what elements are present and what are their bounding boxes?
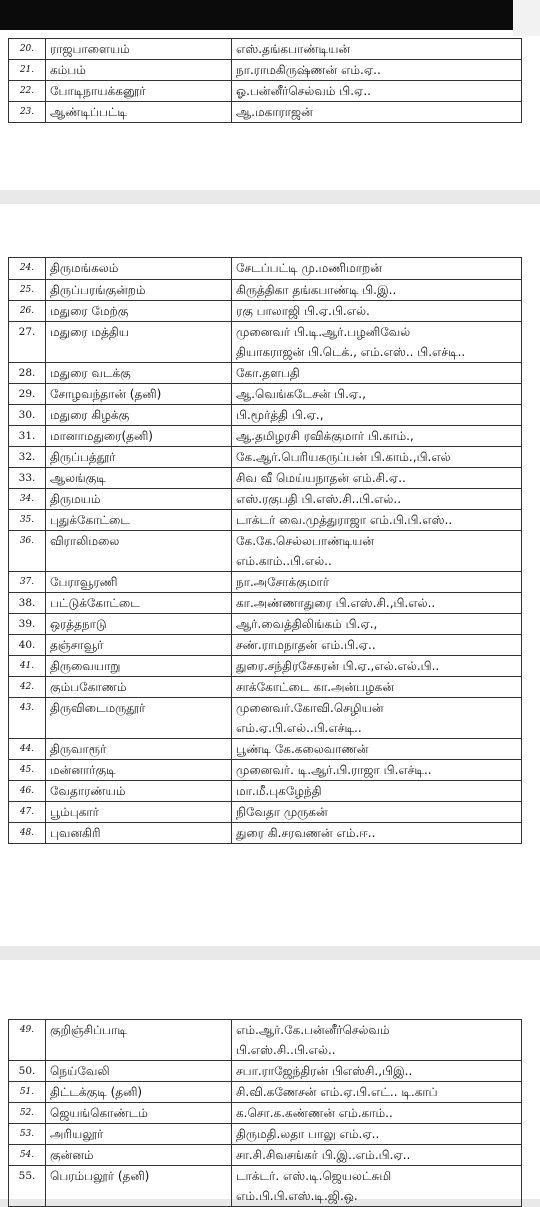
constituency-cell xyxy=(46,322,232,363)
serial-number-cell xyxy=(9,531,46,572)
table-row xyxy=(9,593,522,614)
candidate-cell xyxy=(232,489,522,510)
page-gap xyxy=(0,946,540,960)
constituency-cell xyxy=(46,593,232,614)
candidate-cell xyxy=(232,363,522,384)
constituency-cell xyxy=(46,656,232,677)
candidate-cell xyxy=(232,280,522,301)
constituency-name: கம்பம் xyxy=(50,63,86,77)
constituency-name: அரியலூர் xyxy=(50,1127,104,1141)
candidate-cell xyxy=(232,823,522,844)
table-row xyxy=(9,802,522,823)
candidate-cell xyxy=(232,384,522,405)
serial-number: 36. xyxy=(19,536,35,546)
candidate-cell xyxy=(232,802,522,823)
table-row xyxy=(9,635,522,656)
serial-number-cell xyxy=(9,322,46,363)
candidate-cell xyxy=(232,1124,522,1145)
serial-number-cell xyxy=(9,1082,46,1103)
candidate-name-line: சண்.ராமநாதன் எம்.பி.ஏ.. xyxy=(236,638,376,652)
candidate-name-line: முனைவர்.கோவி.செழியன் xyxy=(236,701,384,715)
constituency-name: திட்டக்குடி (தனி) xyxy=(50,1085,143,1099)
constituency-name: மன்னார்குடி xyxy=(50,763,116,777)
constituency-cell xyxy=(46,60,232,81)
serial-number-cell xyxy=(9,102,46,123)
constituency-cell xyxy=(46,405,232,426)
constituency-name: ஆலங்குடி xyxy=(50,471,106,485)
serial-number: 30. xyxy=(18,409,36,421)
constituency-name: புதுக்கோட்டை xyxy=(50,513,130,527)
candidate-name-line: ஆ.வெங்கடேசன் பி.ஏ., xyxy=(236,387,366,401)
table-row xyxy=(9,1061,522,1082)
candidate-name-line: முனைவர் பி.டி.ஆர்.பழனிவேல் xyxy=(236,325,411,339)
table-row xyxy=(9,81,522,102)
candidate-name-line: திருமதி.லதா பாலு எம்.ஏ.. xyxy=(236,1127,380,1141)
serial-number: 27. xyxy=(18,326,36,338)
constituency-name: ஒரத்தநாடு xyxy=(50,617,107,631)
serial-number: 35. xyxy=(19,515,35,525)
candidate-cell xyxy=(232,593,522,614)
table-row xyxy=(9,823,522,844)
candidate-name-line: டாக்டர் வை.முத்துராஜா எம்.பி.பி.எஸ்.. xyxy=(236,513,453,527)
serial-number: 29. xyxy=(18,388,36,400)
table-row xyxy=(9,301,522,322)
constituency-name: பூம்புகார் xyxy=(50,805,99,819)
candidate-cell xyxy=(232,656,522,677)
constituency-cell xyxy=(46,1103,232,1124)
candidate-cell xyxy=(232,1145,522,1166)
candidate-cell xyxy=(232,739,522,760)
serial-number-cell xyxy=(9,1020,46,1061)
table-row xyxy=(9,1020,522,1061)
table-row xyxy=(9,363,522,384)
candidate-name-line: பி.மூர்த்தி பி.ஏ., xyxy=(236,408,324,422)
serial-number: 39. xyxy=(18,618,36,630)
serial-number-cell xyxy=(9,510,46,531)
constituency-cell xyxy=(46,102,232,123)
constituency-cell xyxy=(46,1082,232,1103)
table-row xyxy=(9,760,522,781)
candidate-name-line: கிருத்திகா தங்கபாண்டி பி.இ.. xyxy=(236,283,397,297)
constituency-cell xyxy=(46,447,232,468)
serial-number-cell xyxy=(9,614,46,635)
candidate-name-line: ஆர்.வைத்திலிங்கம் பி.ஏ., xyxy=(236,617,378,631)
constituency-cell xyxy=(46,739,232,760)
page-2 xyxy=(0,204,540,946)
serial-number-cell xyxy=(9,760,46,781)
serial-number-cell xyxy=(9,739,46,760)
serial-number-cell xyxy=(9,572,46,593)
serial-number: 55. xyxy=(18,1170,36,1182)
constituency-cell xyxy=(46,614,232,635)
candidate-name-line: துரை கி.சரவணன் எம்.ஈ.. xyxy=(236,826,376,840)
serial-number-cell xyxy=(9,656,46,677)
candidate-name-line: எஸ்.தங்கபாண்டியன் xyxy=(236,42,351,56)
table-row xyxy=(9,677,522,698)
constituency-cell xyxy=(46,531,232,572)
candidate-table-page-1 xyxy=(8,38,522,123)
constituency-name: கும்பகோணம் xyxy=(50,680,127,694)
table-row xyxy=(9,489,522,510)
serial-number-cell xyxy=(9,447,46,468)
candidate-name-line: க.சொ.க.கண்ணன் எம்.காம்.. xyxy=(236,1106,393,1120)
constituency-cell xyxy=(46,1124,232,1145)
constituency-name: பட்டுக்கோட்டை xyxy=(50,596,140,610)
table-row xyxy=(9,1145,522,1166)
table-row xyxy=(9,698,522,739)
constituency-cell xyxy=(46,823,232,844)
serial-number: 51. xyxy=(19,1087,35,1097)
constituency-name: திருமங்கலம் xyxy=(50,261,119,275)
top-bar xyxy=(0,0,540,30)
serial-number: 31. xyxy=(18,430,36,442)
candidate-cell xyxy=(232,781,522,802)
candidate-name-line: கோ.தளபதி xyxy=(236,366,300,380)
table-row xyxy=(9,468,522,489)
table-row xyxy=(9,258,522,280)
constituency-cell xyxy=(46,426,232,447)
serial-number: 50. xyxy=(18,1065,36,1077)
serial-number-cell xyxy=(9,426,46,447)
constituency-cell xyxy=(46,363,232,384)
table-row xyxy=(9,1166,522,1207)
candidate-name-line: பூண்டி கே.கலைவாணன் xyxy=(236,742,369,756)
constituency-cell xyxy=(46,1020,232,1061)
constituency-name: ஜெயங்கொண்டம் xyxy=(50,1106,148,1120)
candidate-cell xyxy=(232,1082,522,1103)
serial-number: 44. xyxy=(19,744,35,754)
candidate-name-line: கா.அண்ணாதுரை பி.எஸ்.சி.,பி.எல்.. xyxy=(236,596,436,610)
constituency-cell xyxy=(46,1061,232,1082)
constituency-name: திருமயம் xyxy=(50,492,101,506)
serial-number-cell xyxy=(9,39,46,60)
candidate-name-line: முனைவர். டி.ஆர்.பி.ராஜா பி.எச்டி.. xyxy=(236,763,432,777)
candidate-table-page-2 xyxy=(8,257,522,844)
serial-number-cell xyxy=(9,677,46,698)
constituency-name: திருவையாறு xyxy=(50,659,121,673)
serial-number: 20. xyxy=(19,44,35,54)
serial-number: 43. xyxy=(19,703,35,713)
candidate-cell xyxy=(232,572,522,593)
constituency-name: நெய்வேலி xyxy=(50,1064,110,1078)
candidate-cell xyxy=(232,39,522,60)
constituency-name: மதுரை வடக்கு xyxy=(50,366,131,380)
candidate-cell xyxy=(232,405,522,426)
candidate-name-line: எம்.காம்..பி.எல்.. xyxy=(236,554,332,568)
serial-number: 23. xyxy=(19,107,35,117)
candidate-name-line: எம்.ஏ.பி.எல்..பி.எச்டி.. xyxy=(236,721,362,735)
serial-number: 33. xyxy=(18,472,36,484)
table-row xyxy=(9,102,522,123)
table-row xyxy=(9,39,522,60)
candidate-name-line: சா.சி.சிவசங்கர் பி.இ..எம்.பி.ஏ.. xyxy=(236,1148,411,1162)
table-row xyxy=(9,510,522,531)
candidate-name-line: சாக்கோட்டை கா.அன்பழகன் xyxy=(236,680,394,694)
table-row xyxy=(9,531,522,572)
constituency-cell xyxy=(46,258,232,280)
serial-number-cell xyxy=(9,1166,46,1207)
serial-number: 21. xyxy=(19,65,35,75)
constituency-cell xyxy=(46,489,232,510)
serial-number: 34. xyxy=(19,494,35,504)
constituency-name: குன்னம் xyxy=(50,1148,94,1162)
constituency-name: போடிநாயக்கனூர் xyxy=(50,84,146,98)
serial-number-cell xyxy=(9,280,46,301)
candidate-table-page-3 xyxy=(8,1019,522,1207)
constituency-cell xyxy=(46,1145,232,1166)
table-row xyxy=(9,405,522,426)
serial-number-cell xyxy=(9,593,46,614)
table-row xyxy=(9,781,522,802)
constituency-cell xyxy=(46,677,232,698)
serial-number-cell xyxy=(9,635,46,656)
serial-number: 37. xyxy=(19,577,35,587)
candidate-name-line: துரை.சந்திரசேகரன் பி.ஏ.,எல்.எல்.பி.. xyxy=(236,659,440,673)
candidate-name-line: நா.ராமகிருஷ்ணன் எம்.ஏ.. xyxy=(236,63,381,77)
constituency-cell xyxy=(46,760,232,781)
serial-number-cell xyxy=(9,60,46,81)
candidate-cell xyxy=(232,510,522,531)
constituency-cell xyxy=(46,39,232,60)
constituency-cell xyxy=(46,802,232,823)
serial-number: 40. xyxy=(18,639,36,651)
serial-number-cell xyxy=(9,781,46,802)
candidate-name-line: சி.வி.கணேசன் எம்.ஏ.பி.எட்.. டி.காப் xyxy=(236,1085,438,1099)
table-row xyxy=(9,614,522,635)
table-row xyxy=(9,60,522,81)
constituency-name: ஆண்டிப்பட்டி xyxy=(50,105,127,119)
candidate-cell xyxy=(232,531,522,572)
serial-number: 42. xyxy=(19,682,35,692)
candidate-cell xyxy=(232,1166,522,1207)
serial-number: 41. xyxy=(19,661,35,671)
constituency-cell xyxy=(46,468,232,489)
serial-number: 46. xyxy=(19,786,35,796)
candidate-cell xyxy=(232,322,522,363)
constituency-cell xyxy=(46,698,232,739)
candidate-cell xyxy=(232,1020,522,1061)
serial-number-cell xyxy=(9,698,46,739)
constituency-name: ராஜபாளையம் xyxy=(50,42,130,56)
candidate-name-line: தியாகராஜன் பி.டெக்., எம்.எஸ்.. பி.எச்டி.. xyxy=(236,345,466,359)
candidate-name-line: ஆ.தமிழரசி ரவிக்குமார் பி.காம்., xyxy=(236,429,414,443)
serial-number: 47. xyxy=(19,807,35,817)
serial-number-cell xyxy=(9,468,46,489)
candidate-cell xyxy=(232,102,522,123)
constituency-name: மானாமதுரை(தனி) xyxy=(50,429,153,443)
serial-number-cell xyxy=(9,405,46,426)
serial-number-cell xyxy=(9,301,46,322)
candidate-name-line: பி.எஸ்.சி..பி.எல்.. xyxy=(236,1043,336,1057)
candidate-cell xyxy=(232,301,522,322)
serial-number-cell xyxy=(9,81,46,102)
candidate-cell xyxy=(232,698,522,739)
serial-number: 49. xyxy=(19,1025,35,1035)
candidate-cell xyxy=(232,468,522,489)
table-row xyxy=(9,384,522,405)
constituency-cell xyxy=(46,301,232,322)
candidate-cell xyxy=(232,1061,522,1082)
serial-number: 22. xyxy=(19,86,35,96)
constituency-name: திருவாரூர் xyxy=(50,742,107,756)
serial-number: 32. xyxy=(18,451,36,463)
candidate-name-line: நா.அசோக்குமார் xyxy=(236,575,330,589)
top-bar-corner xyxy=(513,0,540,36)
candidate-name-line: எம்.ஆர்.கே.பன்னீர்செல்வம் xyxy=(236,1023,390,1037)
candidate-name-line: ரகு பாலாஜி பி.ஏ.பி.எல். xyxy=(236,304,370,318)
candidate-name-line: சிவ வீ மெய்யநாதன் எம்.சி.ஏ.. xyxy=(236,471,406,485)
serial-number-cell xyxy=(9,363,46,384)
serial-number: 38. xyxy=(18,597,36,609)
candidate-cell xyxy=(232,1103,522,1124)
constituency-cell xyxy=(46,384,232,405)
constituency-name: சோழவந்தான் (தனி) xyxy=(50,387,162,401)
constituency-name: பேராவூரணி xyxy=(50,575,118,589)
serial-number-cell xyxy=(9,384,46,405)
constituency-cell xyxy=(46,635,232,656)
table-row xyxy=(9,1103,522,1124)
candidate-cell xyxy=(232,258,522,280)
candidate-name-line: டாக்டர். எஸ்.டி.ஜெயலட்சுமி xyxy=(236,1169,392,1183)
candidate-cell xyxy=(232,447,522,468)
serial-number: 52. xyxy=(19,1108,35,1118)
table-row xyxy=(9,426,522,447)
serial-number: 28. xyxy=(18,367,36,379)
candidate-cell xyxy=(232,760,522,781)
page-3 xyxy=(0,960,540,1203)
serial-number: 45. xyxy=(19,765,35,775)
constituency-name: மதுரை கிழக்கு xyxy=(50,408,130,422)
table-row xyxy=(9,1082,522,1103)
candidate-name-line: ஓ.பன்னீர்செல்வம் பி.ஏ.. xyxy=(236,84,371,98)
serial-number-cell xyxy=(9,823,46,844)
constituency-name: மதுரை மத்திய xyxy=(50,325,130,339)
candidate-name-line: ஆ.மகாராஜன் xyxy=(236,105,313,119)
table-row xyxy=(9,572,522,593)
candidate-name-line: கே.ஆர்.பெரியகருப்பன் பி.காம்.,பி.எல் xyxy=(236,450,451,464)
serial-number: 53. xyxy=(19,1129,35,1139)
candidate-cell xyxy=(232,60,522,81)
constituency-name: திருப்பத்தூர் xyxy=(50,450,116,464)
serial-number: 54. xyxy=(19,1150,35,1160)
candidate-name-line: எம்.பி.பி.எஸ்.டி.ஜி.ஒ. xyxy=(236,1189,358,1203)
constituency-name: பெரம்பலூர் (தனி) xyxy=(50,1169,150,1183)
serial-number: 25. xyxy=(19,285,35,295)
serial-number-cell xyxy=(9,802,46,823)
table-row xyxy=(9,322,522,363)
candidate-cell xyxy=(232,677,522,698)
table-row xyxy=(9,1124,522,1145)
constituency-cell xyxy=(46,81,232,102)
table-row xyxy=(9,739,522,760)
constituency-name: புவனகிரி xyxy=(50,826,101,840)
serial-number: 48. xyxy=(19,828,35,838)
candidate-cell xyxy=(232,635,522,656)
constituency-name: விராலிமலை xyxy=(50,534,120,548)
serial-number-cell xyxy=(9,489,46,510)
page-gap xyxy=(0,190,540,204)
constituency-cell xyxy=(46,510,232,531)
constituency-cell xyxy=(46,280,232,301)
serial-number-cell xyxy=(9,1103,46,1124)
serial-number-cell xyxy=(9,258,46,280)
constituency-name: திருப்பரங்குன்றம் xyxy=(50,283,146,297)
constituency-cell xyxy=(46,781,232,802)
constituency-name: குறிஞ்சிப்பாடி xyxy=(50,1023,127,1037)
table-row xyxy=(9,447,522,468)
candidate-name-line: சபா.ராஜேந்திரன் பிஎஸ்சி.,பிஇ.. xyxy=(236,1064,413,1078)
serial-number-cell xyxy=(9,1124,46,1145)
candidate-name-line: சேடப்பட்டி மு.மணிமாறன் xyxy=(236,261,382,275)
constituency-cell xyxy=(46,572,232,593)
candidate-name-line: நிவேதா முருகன் xyxy=(236,805,328,819)
table-row xyxy=(9,280,522,301)
serial-number: 24. xyxy=(19,263,35,273)
candidate-name-line: மா.மீ.புகழேந்தி xyxy=(236,784,322,798)
candidate-cell xyxy=(232,614,522,635)
table-row xyxy=(9,656,522,677)
serial-number-cell xyxy=(9,1061,46,1082)
constituency-cell xyxy=(46,1166,232,1207)
candidate-name-line: கே.கே.செல்லபாண்டியன் xyxy=(236,534,374,548)
constituency-name: தஞ்சாவூர் xyxy=(50,638,104,652)
constituency-name: திருவிடைமருதூர் xyxy=(50,701,146,715)
serial-number: 26. xyxy=(19,306,35,316)
candidate-cell xyxy=(232,426,522,447)
candidate-name-line: எஸ்.ரகுபதி பி.எஸ்.சி..பி.எல்.. xyxy=(236,492,402,506)
candidate-cell xyxy=(232,81,522,102)
serial-number-cell xyxy=(9,1145,46,1166)
constituency-name: வேதாரண்யம் xyxy=(50,784,126,798)
constituency-name: மதுரை மேற்கு xyxy=(50,304,129,318)
